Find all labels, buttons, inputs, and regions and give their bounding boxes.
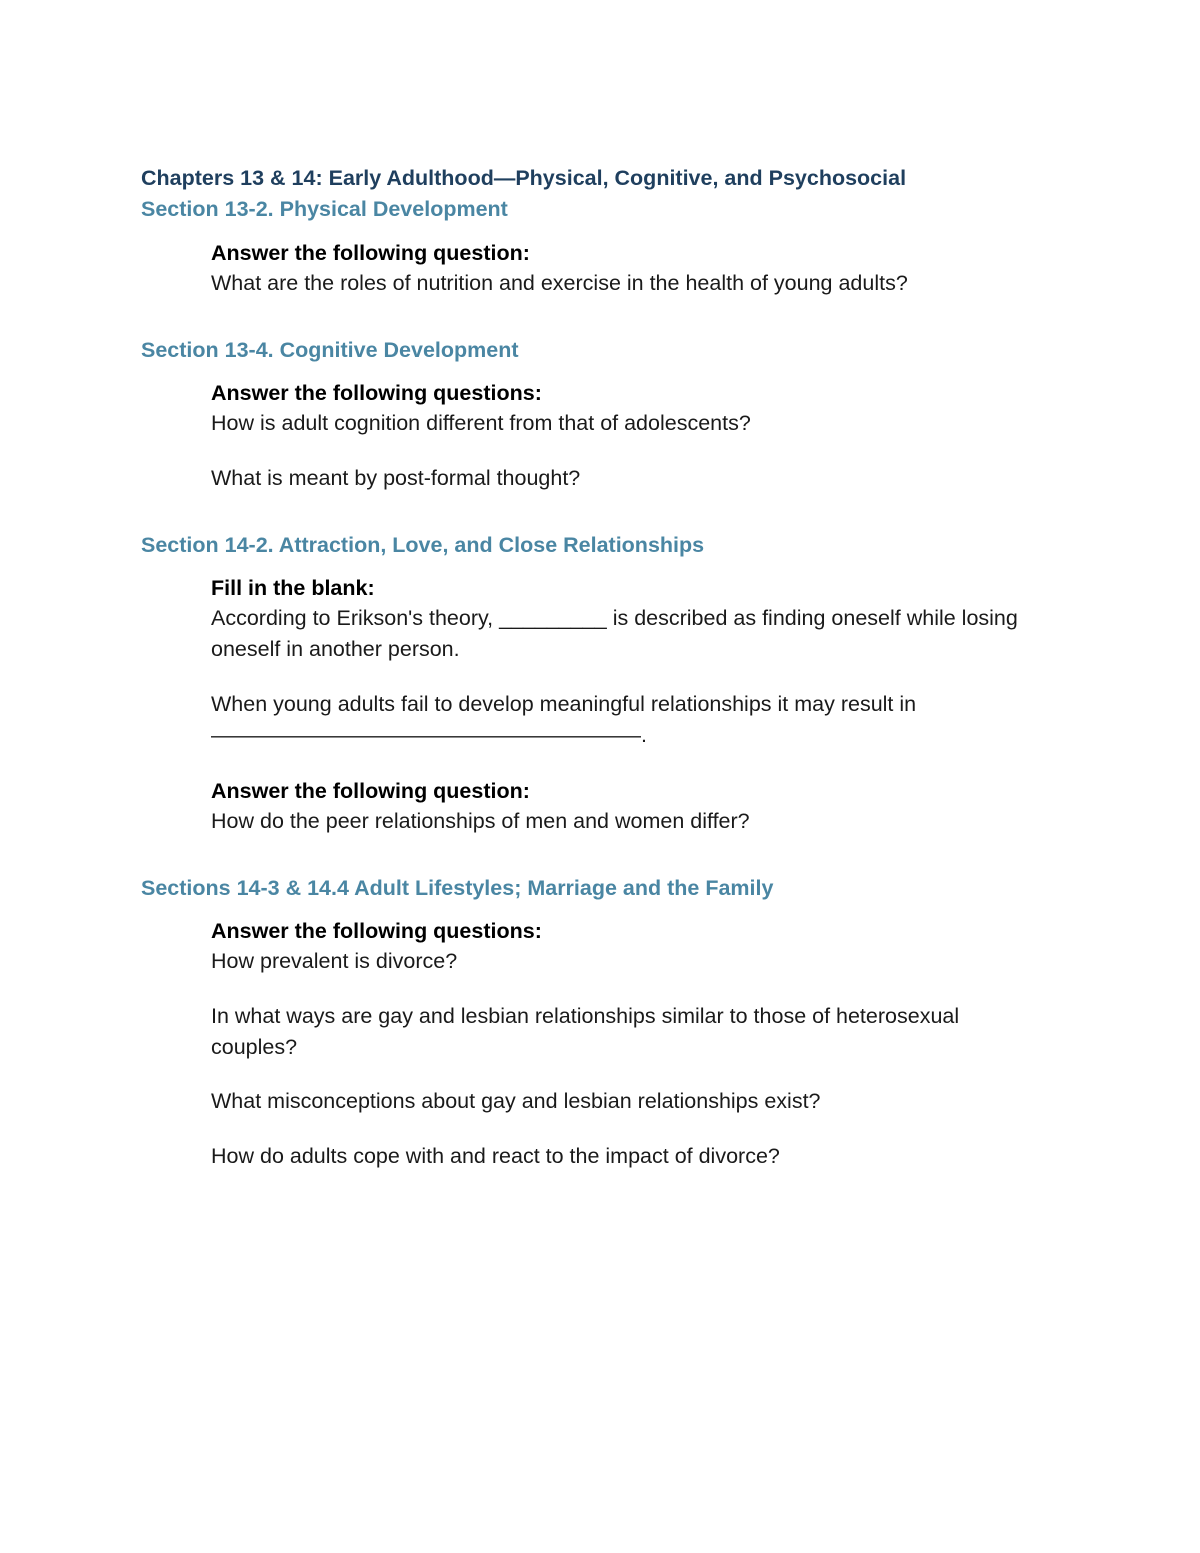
question-text: How is adult cognition different from that of adolescents? [211,411,751,435]
question-text: What is meant by post-formal thought? [211,466,581,490]
question-text: How do the peer relationships of men and women differ? [211,809,750,833]
question-text: What are the roles of nutrition and exercise in the health of young adults? [211,271,908,295]
question-text: What misconceptions about gay and lesbian relationships exist? [211,1089,821,1113]
instruction-label: Answer the following question: [211,779,530,803]
instruction-label: Answer the following questions: [211,919,542,943]
document-title: Chapters 13 & 14: Early Adulthood—Physical, Cognitive, and Psychosocial [141,166,907,190]
question-text: In what ways are gay and lesbian relationships similar to those of heterosexual couples? [211,1004,960,1059]
fill-in-blank-text: When young adults fail to develop meaningful relationships it may result in ————————————————————. [211,692,917,747]
instruction-label: Fill in the blank: [211,576,375,600]
instruction-label: Answer the following questions: [211,381,542,405]
question-text: How do adults cope with and react to the impact of divorce? [211,1144,780,1168]
section-heading-13-2: Section 13-2. Physical Development [141,197,508,221]
section-heading-14-2: Section 14-2. Attraction, Love, and Close Relationships [141,533,705,557]
section-heading-14-3-14-4: Sections 14-3 & 14.4 Adult Lifestyles; Marriage and the Family [141,876,774,900]
instruction-label: Answer the following question: [211,241,530,265]
question-text: How prevalent is divorce? [211,949,458,973]
section-heading-13-4: Section 13-4. Cognitive Development [141,338,519,362]
fill-in-blank-text: According to Erikson's theory, _________ is described as finding oneself while losing oneself in another person. [211,606,1018,661]
